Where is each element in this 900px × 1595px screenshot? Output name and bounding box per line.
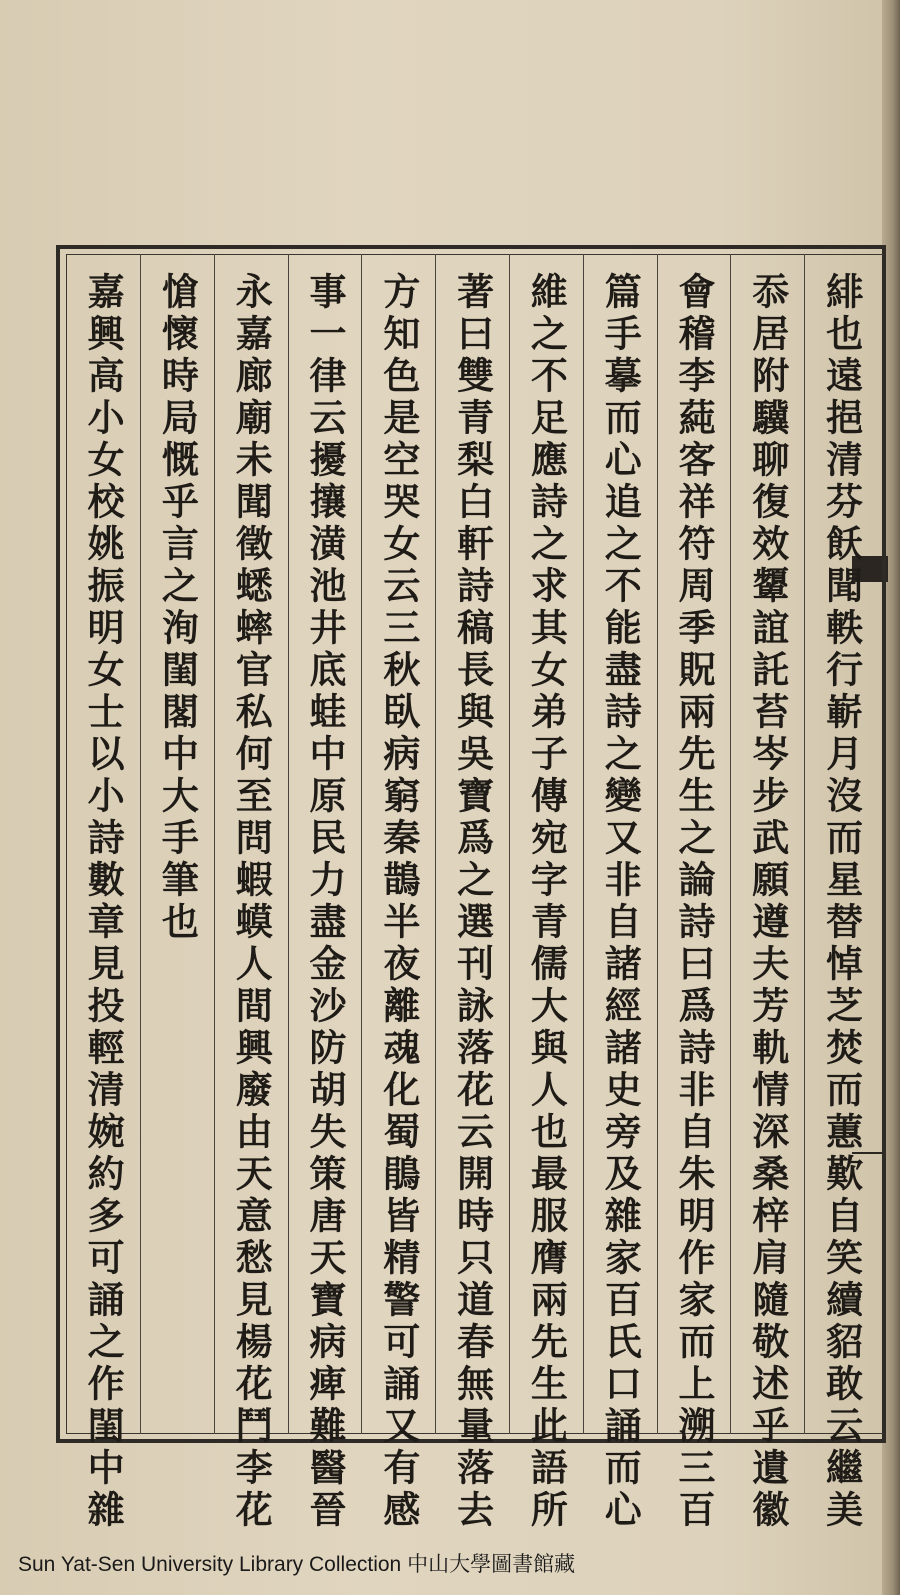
column-text: 永嘉廊廟未聞徵蟋蟀官私何至問蝦蟆人間興廢由天意愁見楊花鬥李花 — [229, 272, 274, 1532]
text-column-5 — [509, 254, 583, 1532]
column-text: 嘉興高小女校姚振明女士以小詩數章見投輕清婉約多可誦之作閨中雜 — [81, 272, 126, 1532]
text-column-9 — [214, 254, 288, 1532]
text-column-7 — [361, 254, 435, 1532]
text-column-4 — [583, 254, 657, 1532]
text-column-2 — [730, 254, 804, 1532]
column-text: 著曰雙青梨白軒詩稿長與吳寶爲之選刊詠落花云開時只道春無量落去 — [450, 272, 495, 1532]
column-text: 忝居附驥聊復效顰誼託苔岑步武願遵夫芳軌情深桑梓肩隨敬述乎遺徽 — [745, 272, 790, 1532]
text-column-11 — [66, 254, 140, 1532]
library-collection-caption: Sun Yat-Sen University Library Collection 中山大學圖書館藏 — [18, 1553, 576, 1576]
column-text: 事一律云擾攘潢池井底蛙中原民力盡金沙防胡失策唐天寶病痺難醫晉 — [303, 272, 348, 1532]
column-text: 會稽李蒓客祥符周季貺兩先生之論詩曰爲詩非自朱明作家而上溯三百 — [672, 272, 716, 1532]
column-text: 方知色是空哭女云三秋臥病窮秦鵲半夜離魂化蜀鵑皆精警可誦又有感 — [376, 272, 421, 1532]
column-text: 愴懷時局慨乎言之洵閨閣中大手筆也 — [155, 272, 200, 944]
text-column-6 — [435, 254, 509, 1532]
vertical-text-columns — [66, 254, 878, 1532]
text-column-1 — [804, 254, 878, 1532]
text-column-3 — [657, 254, 731, 1532]
column-text: 維之不足應詩之求其女弟子傳宛字青儒大與人也最服膺兩先生此語所 — [524, 272, 569, 1532]
column-text: 篇手摹而心追之不能盡詩之變又非自諸經諸史旁及雜家百氏口誦而心 — [598, 272, 643, 1532]
text-column-8 — [288, 254, 362, 1532]
column-text: 緋也遠挹清芬飫聞軼行嶄月沒而星替悼芝焚而蕙歎自笑續貂敢云繼美 — [819, 272, 864, 1532]
text-column-10 — [140, 254, 214, 1434]
